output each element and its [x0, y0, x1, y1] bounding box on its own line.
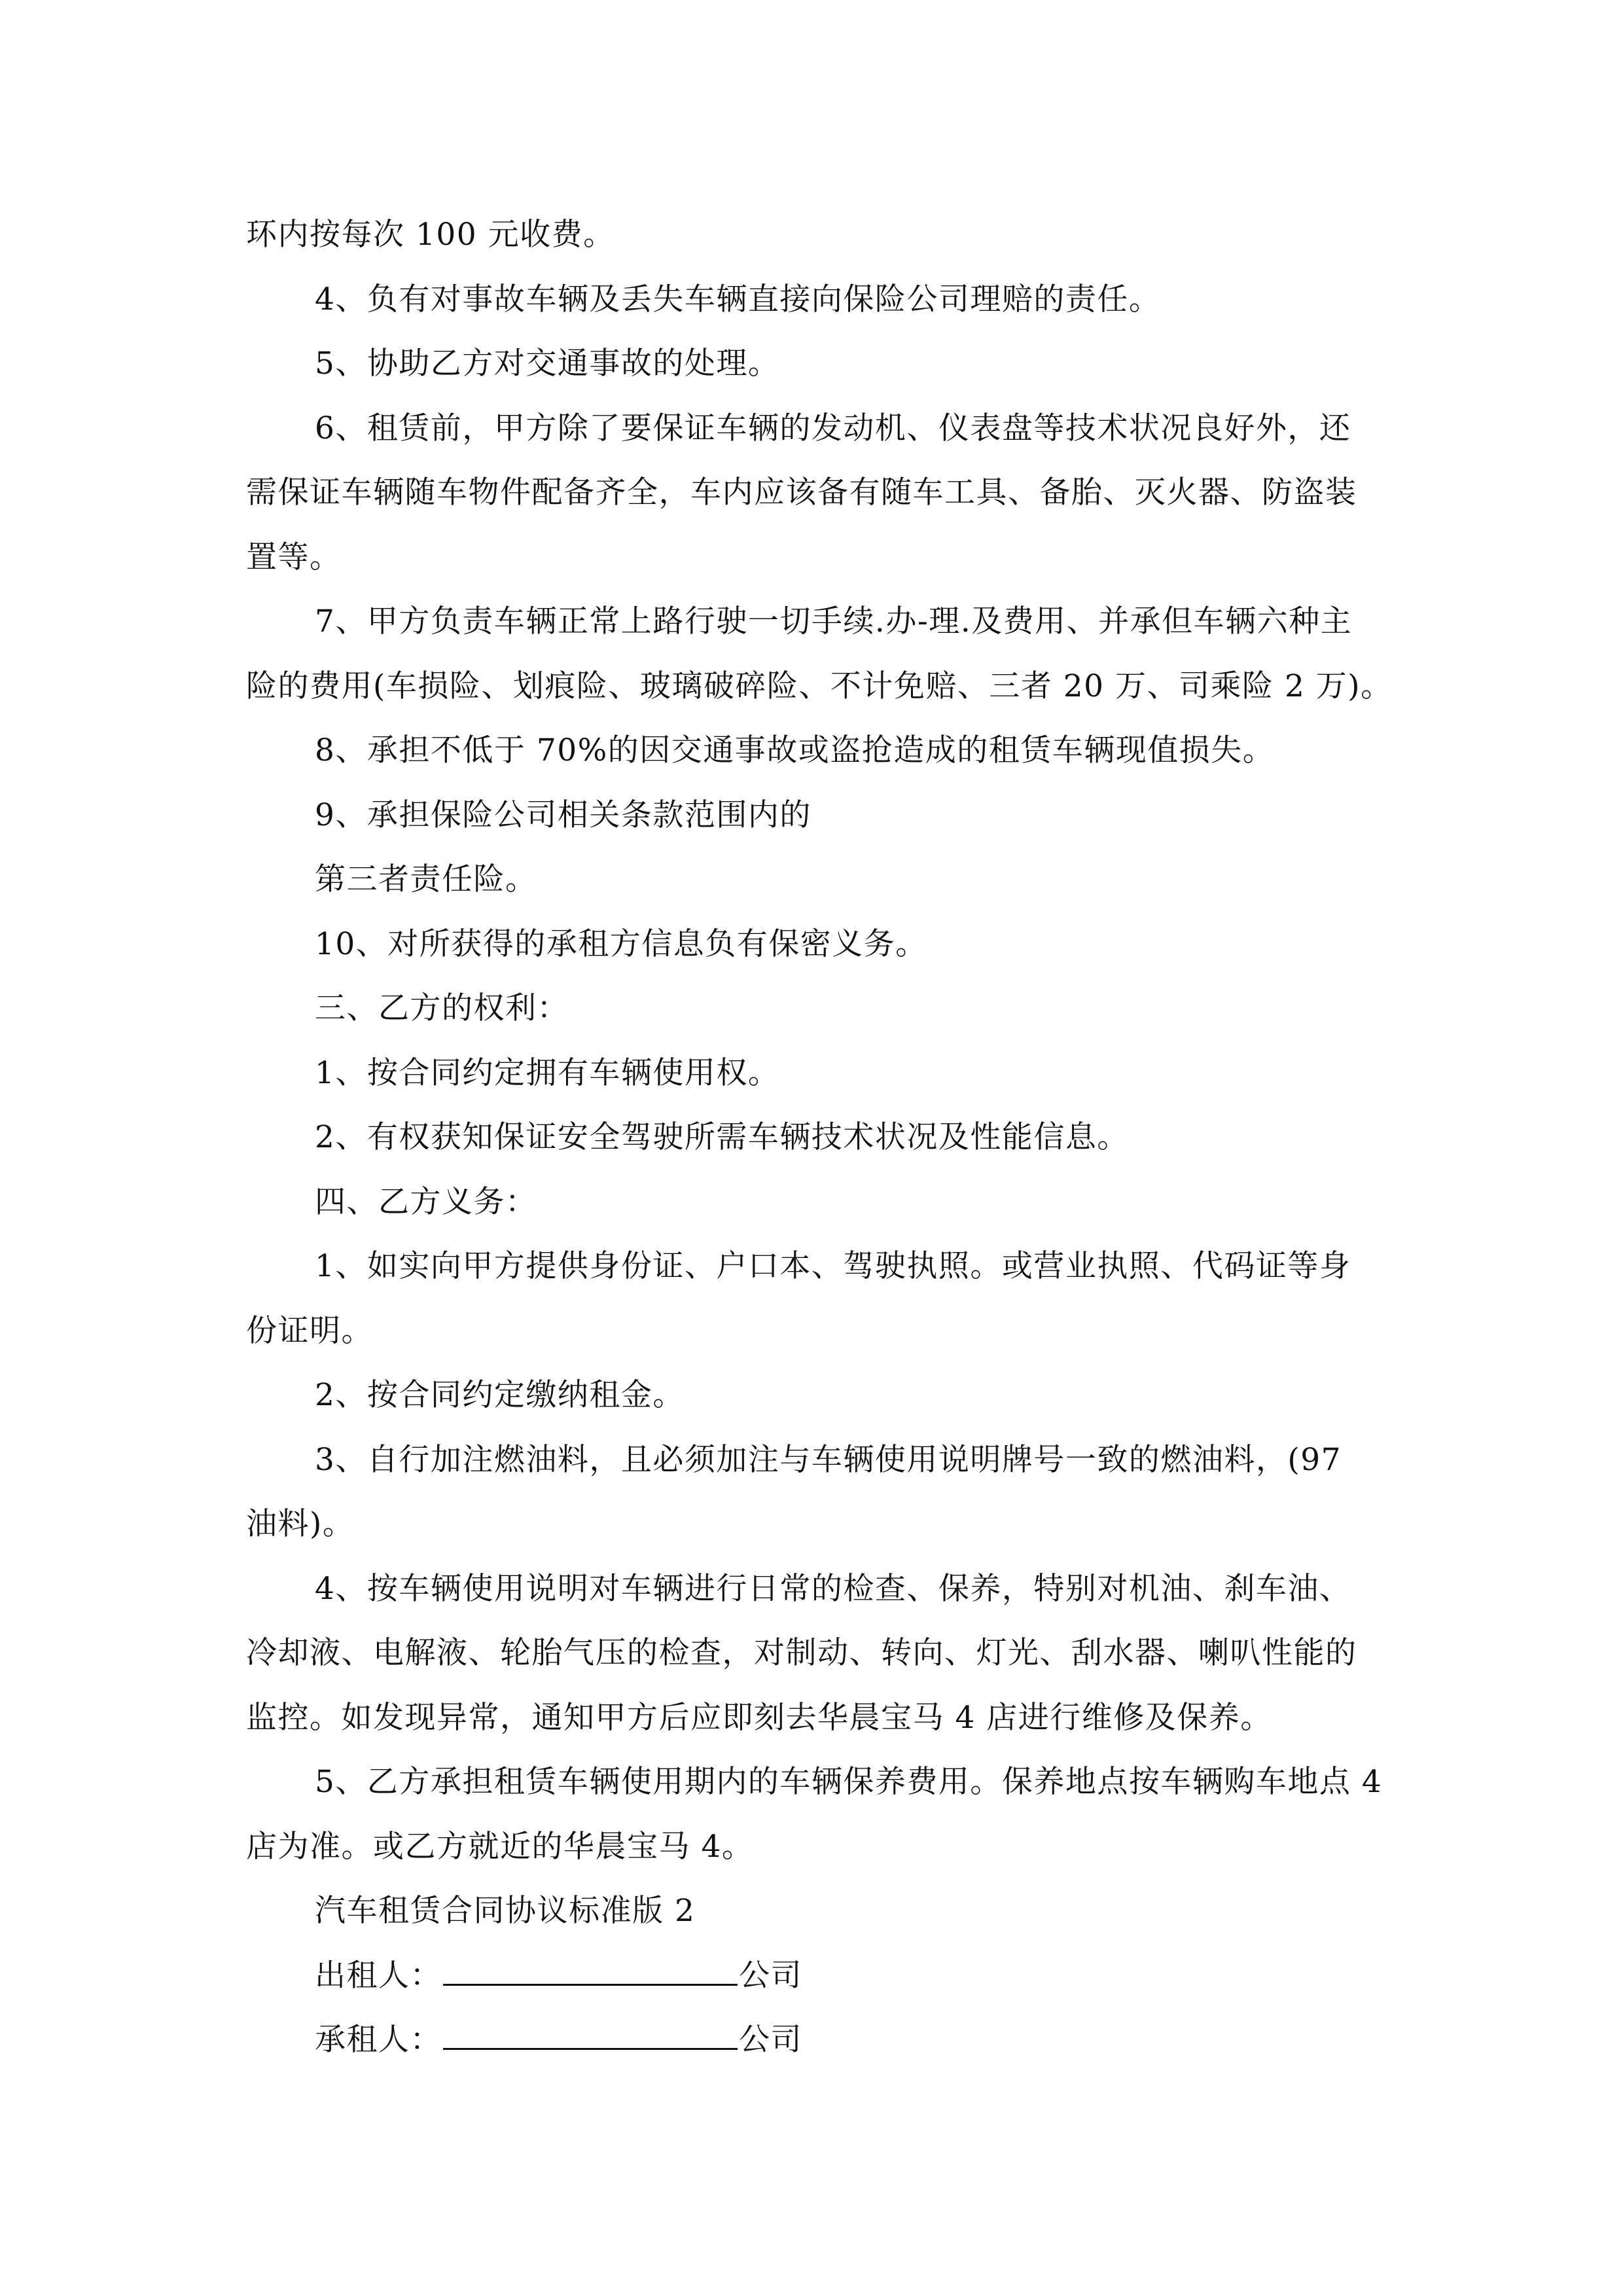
paragraph-line: 店为准。或乙方就近的华晨宝马 4。: [246, 1828, 754, 1865]
paragraph-line: 4、按车辆使用说明对车辆进行日常的检查、保养，特别对机油、刹车油、: [315, 1570, 1351, 1607]
signature-suffix: 公司: [739, 2022, 802, 2058]
paragraph-line: 1、如实向甲方提供身份证、户口本、驾驶执照。或营业执照、代码证等身: [315, 1248, 1351, 1284]
paragraph-line: 5、协助乙方对交通事故的处理。: [315, 346, 780, 382]
paragraph-line: 2、按合同约定缴纳租金。: [315, 1377, 685, 1413]
signature-suffix: 公司: [739, 1957, 802, 1994]
signature-blank: [443, 1959, 738, 1986]
paragraph-line: 1、按合同约定拥有车辆使用权。: [315, 1054, 780, 1091]
signature-line-lessee: [246, 2008, 1398, 2073]
paragraph-line: 8、承担不低于 70%的因交通事故或盗抢造成的租赁车辆现值损失。: [315, 732, 1275, 768]
paragraph-line: 第三者责任险。: [315, 861, 537, 897]
paragraph-line: 份证明。: [246, 1312, 373, 1349]
paragraph-line: 2、有权获知保证安全驾驶所需车辆技术状况及性能信息。: [315, 1119, 1129, 1155]
paragraph-line: 油料)。: [246, 1506, 355, 1542]
signature-line-lessor: [246, 1944, 1398, 2009]
paragraph-line: 监控。如发现异常，通知甲方后应即刻去华晨宝马 4 店进行维修及保养。: [246, 1699, 1272, 1736]
paragraph-line: 置等。: [246, 539, 342, 575]
paragraph-line: 冷却液、电解液、轮胎气压的检查，对制动、转向、灯光、刮水器、喇叭性能的: [246, 1635, 1357, 1671]
paragraph-line: 3、自行加注燃油料，且必须加注与车辆使用说明牌号一致的燃油料，(97: [315, 1441, 1342, 1478]
section-heading: 四、乙方义务：: [315, 1183, 537, 1220]
signature-label: 承租人：: [315, 2022, 442, 2058]
section-heading: 三、乙方的权利：: [315, 990, 569, 1026]
paragraph-line: 7、甲方负责车辆正常上路行驶一切手续.办-理.及费用、并承但车辆六种主: [315, 603, 1353, 639]
paragraph-line: 9、承担保险公司相关条款范围内的: [315, 797, 812, 833]
signature-blank: [443, 2023, 738, 2050]
paragraph-line: 需保证车辆随车物件配备齐全，车内应该备有随车工具、备胎、灭火器、防盗装: [246, 475, 1357, 511]
paragraph-line: 4、负有对事故车辆及丢失车辆直接向保险公司理赔的责任。: [315, 281, 1161, 317]
document-subtitle: 汽车租赁合同协议标准版 2: [315, 1893, 696, 1929]
paragraph-line: 险的费用(车损险、划痕险、玻璃破碎险、不计免赔、三者 20 万、司乘险 2 万)。: [246, 668, 1393, 704]
paragraph-line: 10、对所获得的承租方信息负有保密义务。: [315, 925, 927, 962]
signature-label: 出租人：: [315, 1957, 442, 1994]
paragraph-line: 6、租赁前，甲方除了要保证车辆的发动机、仪表盘等技术状况良好外，还: [315, 410, 1351, 446]
document-body: [246, 203, 1398, 2073]
paragraph-line: 5、乙方承担租赁车辆使用期内的车辆保养费用。保养地点按车辆购车地点 4: [315, 1764, 1383, 1800]
paragraph-line: 环内按每次 100 元收费。: [246, 217, 615, 253]
